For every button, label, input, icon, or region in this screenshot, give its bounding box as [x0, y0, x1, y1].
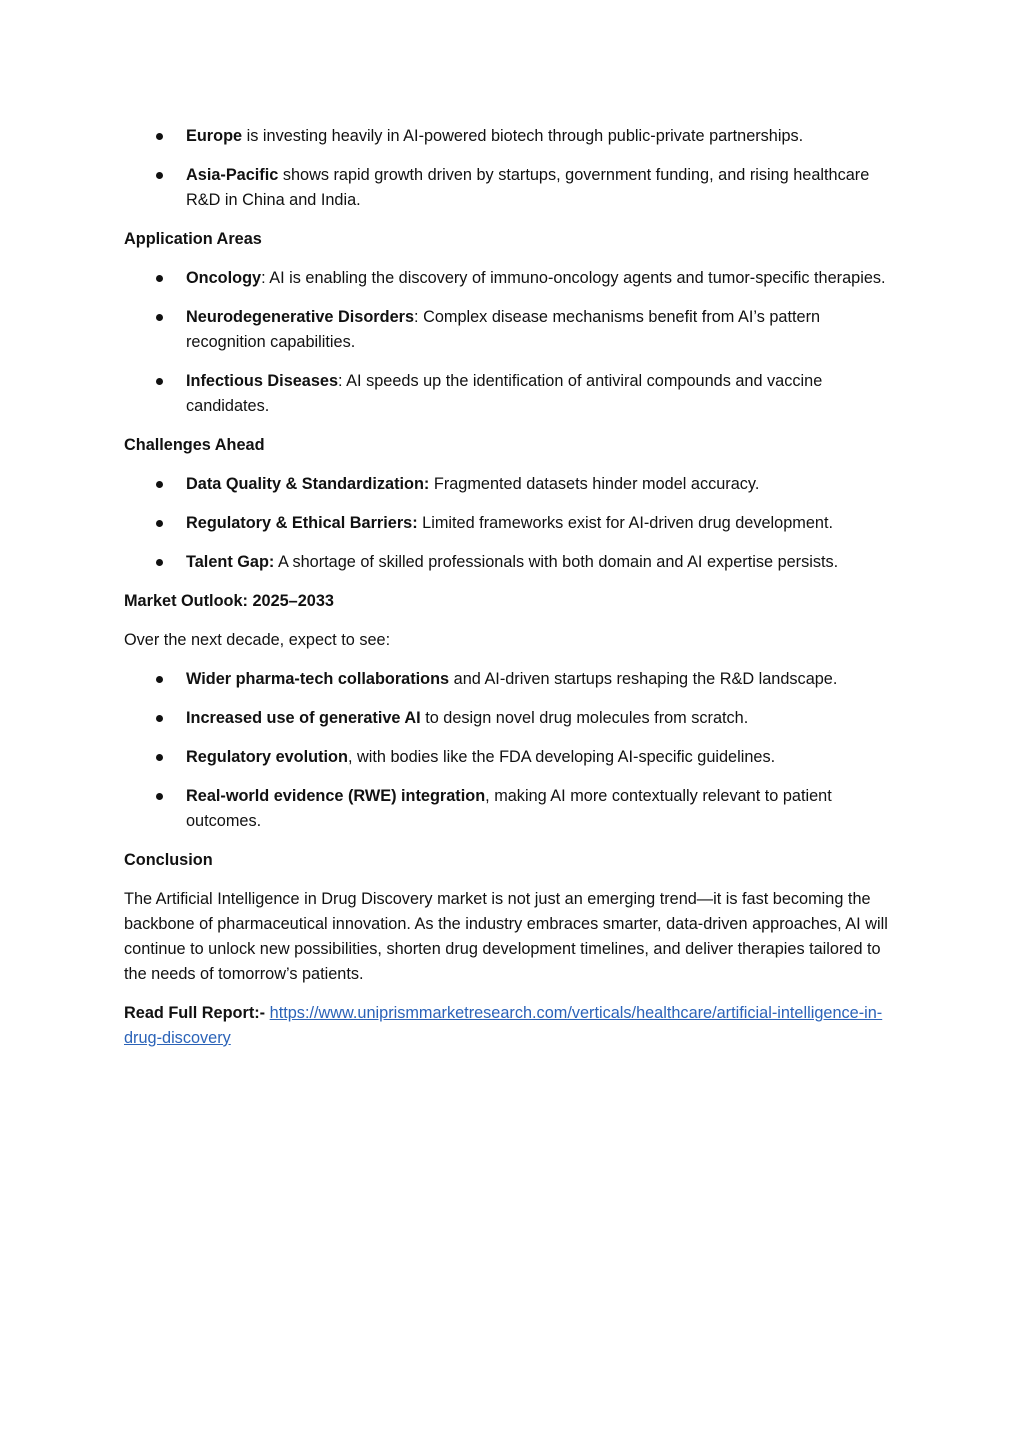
item-text: shows rapid growth driven by startups, government funding, and rising healthcare R&D in China and India. [186, 166, 870, 209]
list-item [124, 745, 903, 770]
item-text: : AI speeds up the identification of antiviral compounds and vaccine candidates. [186, 372, 823, 415]
conclusion-paragraph: The Artificial Intelligence in Drug Discovery market is not just an emerging trend—it is fast becoming the backbone of pharmaceutical innovation. As the industry embraces smarter, data-driven approaches, AI will continue to unlock new possibilities, shorten drug development timelines, and deliver therapies tailored to the needs of tomorrow’s patients. [124, 890, 888, 983]
bullet-icon [156, 481, 163, 488]
item-term: Neurodegenerative Disorders [186, 308, 415, 326]
item-text: : AI is enabling the discovery of immuno-oncology agents and tumor-specific therapies. [261, 269, 886, 287]
section-heading-market-outlook: Market Outlook: 2025–2033 [124, 592, 334, 610]
bullet-icon [156, 715, 163, 722]
item-term: Data Quality & Standardization: [186, 475, 430, 493]
item-text: , with bodies like the FDA developing AI-specific guidelines. [347, 748, 776, 766]
item-term: Wider pharma-tech collaborations [186, 670, 450, 688]
outlook-list [124, 667, 903, 834]
bullet-icon [156, 793, 163, 800]
bullet-icon [156, 275, 163, 282]
item-text: to design novel drug molecules from scratch. [420, 709, 749, 727]
item-term: Europe [186, 127, 243, 145]
section-heading-conclusion: Conclusion [124, 851, 213, 869]
item-text: , making AI more contextually relevant to patient outcomes. [186, 787, 832, 830]
list-item [124, 511, 903, 536]
item-term: Oncology [186, 269, 262, 287]
item-text: Fragmented datasets hinder model accuracy. [429, 475, 760, 493]
list-item [124, 305, 903, 355]
bullet-icon [156, 172, 163, 179]
item-text: is investing heavily in AI-powered biotech through public-private partnerships. [242, 127, 804, 145]
list-item [124, 667, 903, 692]
item-term: Talent Gap: [186, 553, 275, 571]
list-item [124, 784, 903, 834]
list-item [124, 369, 903, 419]
list-item [124, 550, 903, 575]
challenges-list [124, 472, 903, 575]
report-link[interactable]: https://www.uniprismmarketresearch.com/verticals/healthcare/artificial-intelligence-in-drug-discovery [124, 1004, 883, 1047]
item-term: Infectious Diseases [186, 372, 339, 390]
bullet-icon [156, 378, 163, 385]
bullet-icon [156, 520, 163, 527]
item-term: Real-world evidence (RWE) integration [186, 787, 486, 805]
item-term: Regulatory & Ethical Barriers: [186, 514, 418, 532]
bullet-icon [156, 559, 163, 566]
list-item [124, 706, 903, 731]
bullet-icon [156, 754, 163, 761]
list-item [124, 472, 903, 497]
report-label: Read Full Report:- [124, 1004, 266, 1022]
list-item [124, 266, 903, 291]
application-areas-list [124, 266, 903, 419]
regions-list [124, 124, 903, 213]
bullet-icon [156, 676, 163, 683]
item-text: A shortage of skilled professionals with both domain and AI expertise persists. [274, 553, 839, 571]
item-term: Asia-Pacific [186, 166, 279, 184]
bullet-icon [156, 314, 163, 321]
read-full-report [124, 1001, 903, 1051]
item-text: : Complex disease mechanisms benefit from AI’s pattern recognition capabilities. [186, 308, 821, 351]
item-text: and AI-driven startups reshaping the R&D landscape. [449, 670, 838, 688]
item-term: Regulatory evolution [186, 748, 348, 766]
item-term: Increased use of generative AI [186, 709, 421, 727]
bullet-icon [156, 133, 163, 140]
item-text: Limited frameworks exist for AI-driven drug development. [417, 514, 833, 532]
list-item [124, 124, 903, 149]
section-heading-challenges: Challenges Ahead [124, 436, 265, 454]
list-item [124, 163, 903, 213]
section-heading-application-areas: Application Areas [124, 230, 262, 248]
outlook-intro: Over the next decade, expect to see: [124, 631, 391, 649]
